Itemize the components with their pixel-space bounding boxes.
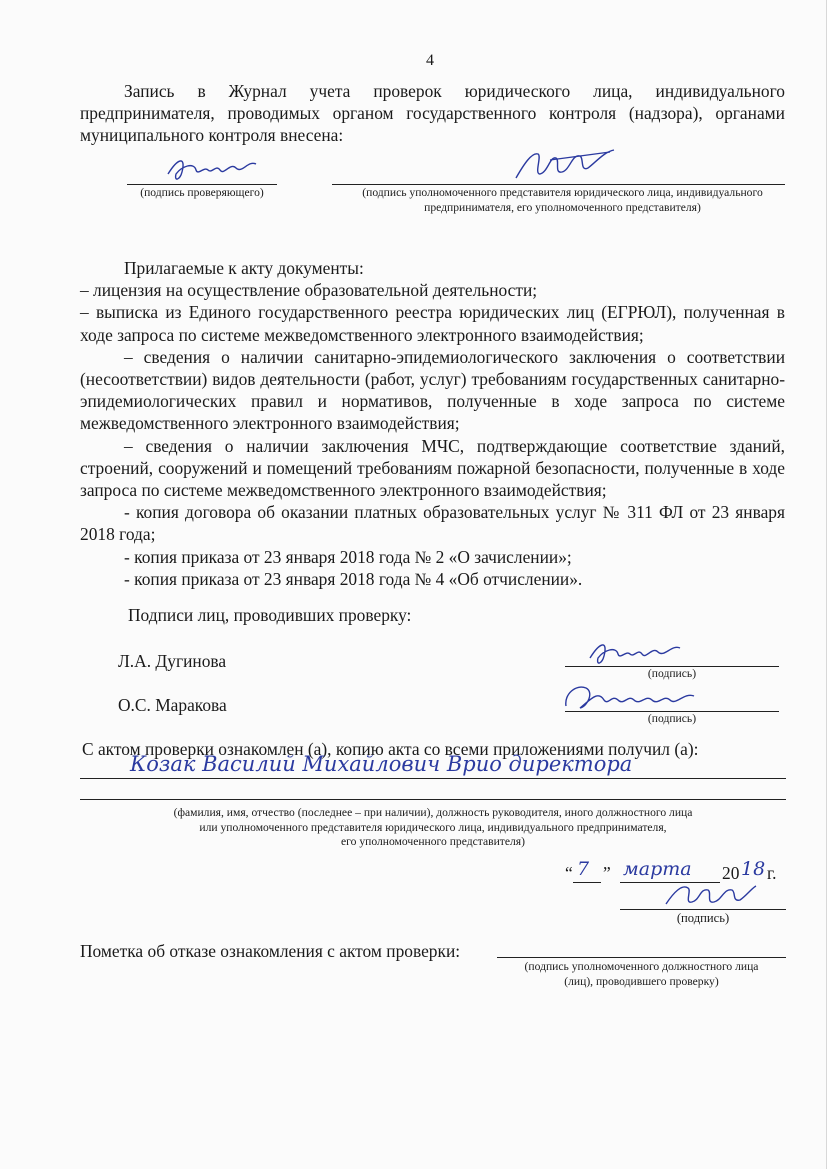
date-quote-open: “	[565, 863, 573, 883]
refusal-caption-line: (подпись уполномоченного должностного лица	[524, 960, 759, 973]
inspector-signature	[160, 152, 270, 186]
date-month: марта	[623, 858, 692, 880]
acquaint-handwritten: Козак Василий Михайлович Врио директора	[130, 752, 633, 776]
date-quote-close: ”	[603, 863, 611, 883]
attachment-item: – лицензия на осуществление образовательной деятельности;	[80, 280, 538, 301]
journal-paragraph	[80, 80, 785, 147]
signer-caption: (подпись)	[647, 712, 697, 725]
acquaint-line	[80, 799, 786, 800]
representative-signature	[510, 144, 620, 186]
attachment-item: - копия приказа от 23 января 2018 года № 4 «Об отчислении».	[124, 568, 583, 589]
attachment-item: – сведения о наличии санитарно-эпидемиологического заключения о соответствии (несоответствии) видов деятельности (работ, услуг) требованиям государственных санитарно-эпидемиологических правил и нормативов, полученные в ходе запроса по системе межведомственного электронного взаимодействия;	[80, 346, 785, 434]
signers-heading: Подписи лиц, проводивших проверку:	[128, 605, 412, 625]
date-day: 7	[577, 858, 590, 880]
recipient-signature-line	[620, 909, 786, 910]
date-day-line	[573, 882, 601, 883]
recipient-signature	[660, 880, 760, 910]
attachment-item: – сведения о наличии заключения МЧС, подтверждающие соответствие зданий, строений, сооружений и помещений требованиям пожарной безопасности, полученные в ходе запроса по системе межведомственного электронного взаимодействия;	[80, 435, 785, 501]
signer-caption: (подпись)	[647, 667, 697, 680]
acquaint-caption-line: (фамилия, имя, отчество (последнее – при наличии), должность руководителя, иного должностного лица	[173, 806, 693, 819]
attachment-item: – выписка из Единого государственного реестра юридических лиц (ЕГРЮЛ), полученная в ходе запроса по системе межведомственного электронного взаимодействия;	[80, 302, 785, 345]
journal-text: Запись в Журнал учета проверок юридического лица, индивидуального предпринимателя, проводимых органом государственного контроля (надзора), органами муниципального контроля внесена:	[80, 81, 785, 146]
page-number: 4	[426, 52, 434, 69]
acquaint-caption	[80, 806, 786, 850]
acquaint-caption-line: его уполномоченного представителя)	[341, 835, 525, 849]
acquaint-caption-line: или уполномоченного представителя юридического лица, индивидуального предпринимателя,	[199, 820, 667, 834]
acquaint-line	[80, 778, 786, 779]
attachments-heading: Прилагаемые к акту документы:	[124, 258, 364, 278]
inspector-caption: (подпись проверяющего)	[140, 186, 264, 199]
signer-signature	[580, 636, 690, 670]
date-year-suffix: 18	[741, 858, 766, 880]
refusal-caption-line: (лиц), проводившего проверку)	[564, 974, 719, 988]
attachments-section	[80, 257, 785, 590]
recipient-caption: (подпись)	[676, 911, 730, 925]
inspector-signature-line	[127, 184, 277, 185]
attachment-item: - копия договора об оказании платных образовательных услуг № 311 ФЛ от 23 января 2018 года;	[80, 502, 785, 545]
signer-name: Л.А. Дугинова	[118, 651, 227, 671]
refusal-text: Пометка об отказе ознакомления с актом проверки:	[80, 941, 461, 961]
signer-name: О.С. Маракова	[118, 695, 227, 715]
representative-caption: (подпись уполномоченного представителя юридического лица, индивидуального предпринимателя, его уполномоченного представителя)	[362, 186, 763, 214]
refusal-caption	[497, 960, 786, 989]
date-year-prefix: 20	[722, 863, 740, 883]
date-suffix: г.	[767, 863, 777, 883]
signer-signature	[560, 680, 710, 714]
attachment-item: - копия приказа от 23 января 2018 года № 2 «О зачислении»;	[124, 546, 572, 567]
refusal-line	[497, 957, 786, 958]
representative-signature-line	[332, 184, 785, 185]
acquaint-text: С актом проверки ознакомлен (а), копию акта со всеми приложениями получил (а):	[82, 739, 699, 759]
